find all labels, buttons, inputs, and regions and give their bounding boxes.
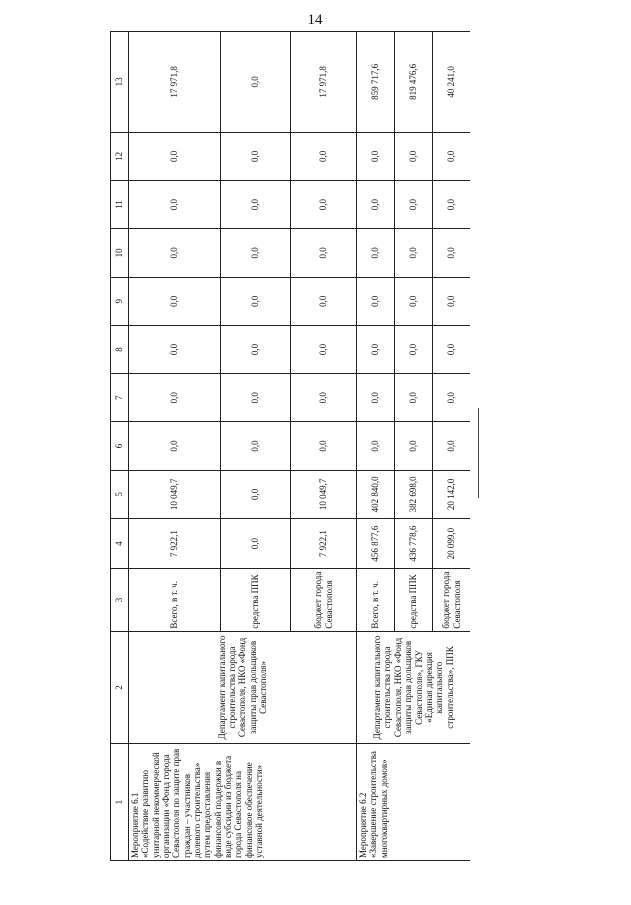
value-cell: 0,0 <box>433 422 471 470</box>
header-cell: 2 <box>111 631 129 744</box>
funding-source: средства ППК <box>221 569 291 631</box>
value-cell: 0,0 <box>357 422 395 470</box>
value-cell: 0,0 <box>433 229 471 277</box>
header-cell: 12 <box>111 132 129 180</box>
value-cell: 7 922,1 <box>291 518 357 568</box>
value-cell: 0,0 <box>221 229 291 277</box>
value-cell: 0,0 <box>221 277 291 325</box>
value-cell: 0,0 <box>129 422 221 470</box>
value-cell: 0,0 <box>291 374 357 422</box>
value-cell: 0,0 <box>221 422 291 470</box>
value-cell: 0,0 <box>395 132 433 180</box>
funding-source: бюджет города Севастополя <box>433 569 471 631</box>
value-cell: 0,0 <box>221 32 291 133</box>
value-cell: 7 922,1 <box>129 518 221 568</box>
value-cell: 819 476,6 <box>395 32 433 133</box>
header-row <box>111 32 129 861</box>
value-cell: 0,0 <box>221 180 291 228</box>
rotated-table-wrapper <box>110 31 470 861</box>
value-cell: 0,0 <box>291 180 357 228</box>
budget-table <box>110 31 470 861</box>
value-cell: 0,0 <box>291 229 357 277</box>
value-cell: 0,0 <box>357 374 395 422</box>
funding-source: Всего, в т. ч. <box>357 569 395 631</box>
value-cell: 17 971,8 <box>129 32 221 133</box>
value-cell: 0,0 <box>395 277 433 325</box>
table-row <box>357 32 395 861</box>
value-cell: 0,0 <box>129 180 221 228</box>
value-cell: 0,0 <box>433 325 471 373</box>
header-cell: 5 <box>111 470 129 518</box>
value-cell: 0,0 <box>395 422 433 470</box>
measure-6-1-executors: Департамент капитального строительства города Севастополя, НКО «Фонд защиты прав дольщиков Севастополя» <box>129 631 357 744</box>
value-cell: 0,0 <box>221 374 291 422</box>
value-cell: 0,0 <box>357 132 395 180</box>
value-cell: 0,0 <box>357 180 395 228</box>
page-number: 14 <box>307 12 323 28</box>
funding-source: Всего, в т. ч. <box>129 569 221 631</box>
value-cell: 0,0 <box>129 229 221 277</box>
value-cell: 10 049,7 <box>291 470 357 518</box>
value-cell: 0,0 <box>395 180 433 228</box>
value-cell: 0,0 <box>129 277 221 325</box>
value-cell: 402 840,0 <box>357 470 395 518</box>
separator-line <box>478 408 479 498</box>
header-cell: 13 <box>111 32 129 133</box>
value-cell: 10 049,7 <box>129 470 221 518</box>
header-cell: 1 <box>111 744 129 861</box>
value-cell: 40 241,0 <box>433 32 471 133</box>
value-cell: 0,0 <box>395 374 433 422</box>
value-cell: 0,0 <box>221 132 291 180</box>
header-cell: 7 <box>111 374 129 422</box>
value-cell: 0,0 <box>291 422 357 470</box>
value-cell: 0,0 <box>433 277 471 325</box>
value-cell: 20 099,0 <box>433 518 471 568</box>
value-cell: 0,0 <box>395 229 433 277</box>
value-cell: 436 778,6 <box>395 518 433 568</box>
measure-6-1-name: Мероприятие 6.1 «Содействие развитию унитарной некоммерческой организации «Фонд города Севастополя по защите прав граждан – участников долевого строительства» путем предоставления финансовой поддержки в виде субсидии из бюджета города Севастополя на финансовое обеспечение уставной деятельности» <box>129 744 357 861</box>
value-cell: 0,0 <box>433 132 471 180</box>
value-cell: 0,0 <box>221 518 291 568</box>
header-cell: 10 <box>111 229 129 277</box>
value-cell: 0,0 <box>291 132 357 180</box>
header-cell: 6 <box>111 422 129 470</box>
measure-6-2-executors: Департамент капитального строительства города Севастополя, НКО «Фонд защиты прав дольщиков Севастополя», ГКУ «Единая дирекция капитального строительства», ППК <box>357 631 471 744</box>
value-cell: 20 142,0 <box>433 470 471 518</box>
value-cell: 859 717,6 <box>357 32 395 133</box>
value-cell: 0,0 <box>221 470 291 518</box>
rotated-table-container <box>110 31 470 861</box>
value-cell: 0,0 <box>395 325 433 373</box>
header-cell: 9 <box>111 277 129 325</box>
value-cell: 0,0 <box>129 374 221 422</box>
header-cell: 4 <box>111 518 129 568</box>
value-cell: 0,0 <box>357 277 395 325</box>
funding-source: бюджет города Севастополя <box>291 569 357 631</box>
value-cell: 0,0 <box>357 325 395 373</box>
value-cell: 0,0 <box>291 325 357 373</box>
value-cell: 0,0 <box>357 229 395 277</box>
header-cell: 8 <box>111 325 129 373</box>
value-cell: 0,0 <box>129 132 221 180</box>
funding-source: средства ППК <box>395 569 433 631</box>
value-cell: 0,0 <box>433 180 471 228</box>
value-cell: 382 698,0 <box>395 470 433 518</box>
header-cell: 3 <box>111 569 129 631</box>
value-cell: 0,0 <box>221 325 291 373</box>
value-cell: 0,0 <box>433 374 471 422</box>
value-cell: 0,0 <box>129 325 221 373</box>
table-row <box>129 32 221 861</box>
header-cell: 11 <box>111 180 129 228</box>
value-cell: 17 971,8 <box>291 32 357 133</box>
value-cell: 0,0 <box>291 277 357 325</box>
measure-6-2-name: Мероприятие 6.2 «Завершение строительства многоквартирных домов» <box>357 744 471 861</box>
value-cell: 456 877,6 <box>357 518 395 568</box>
